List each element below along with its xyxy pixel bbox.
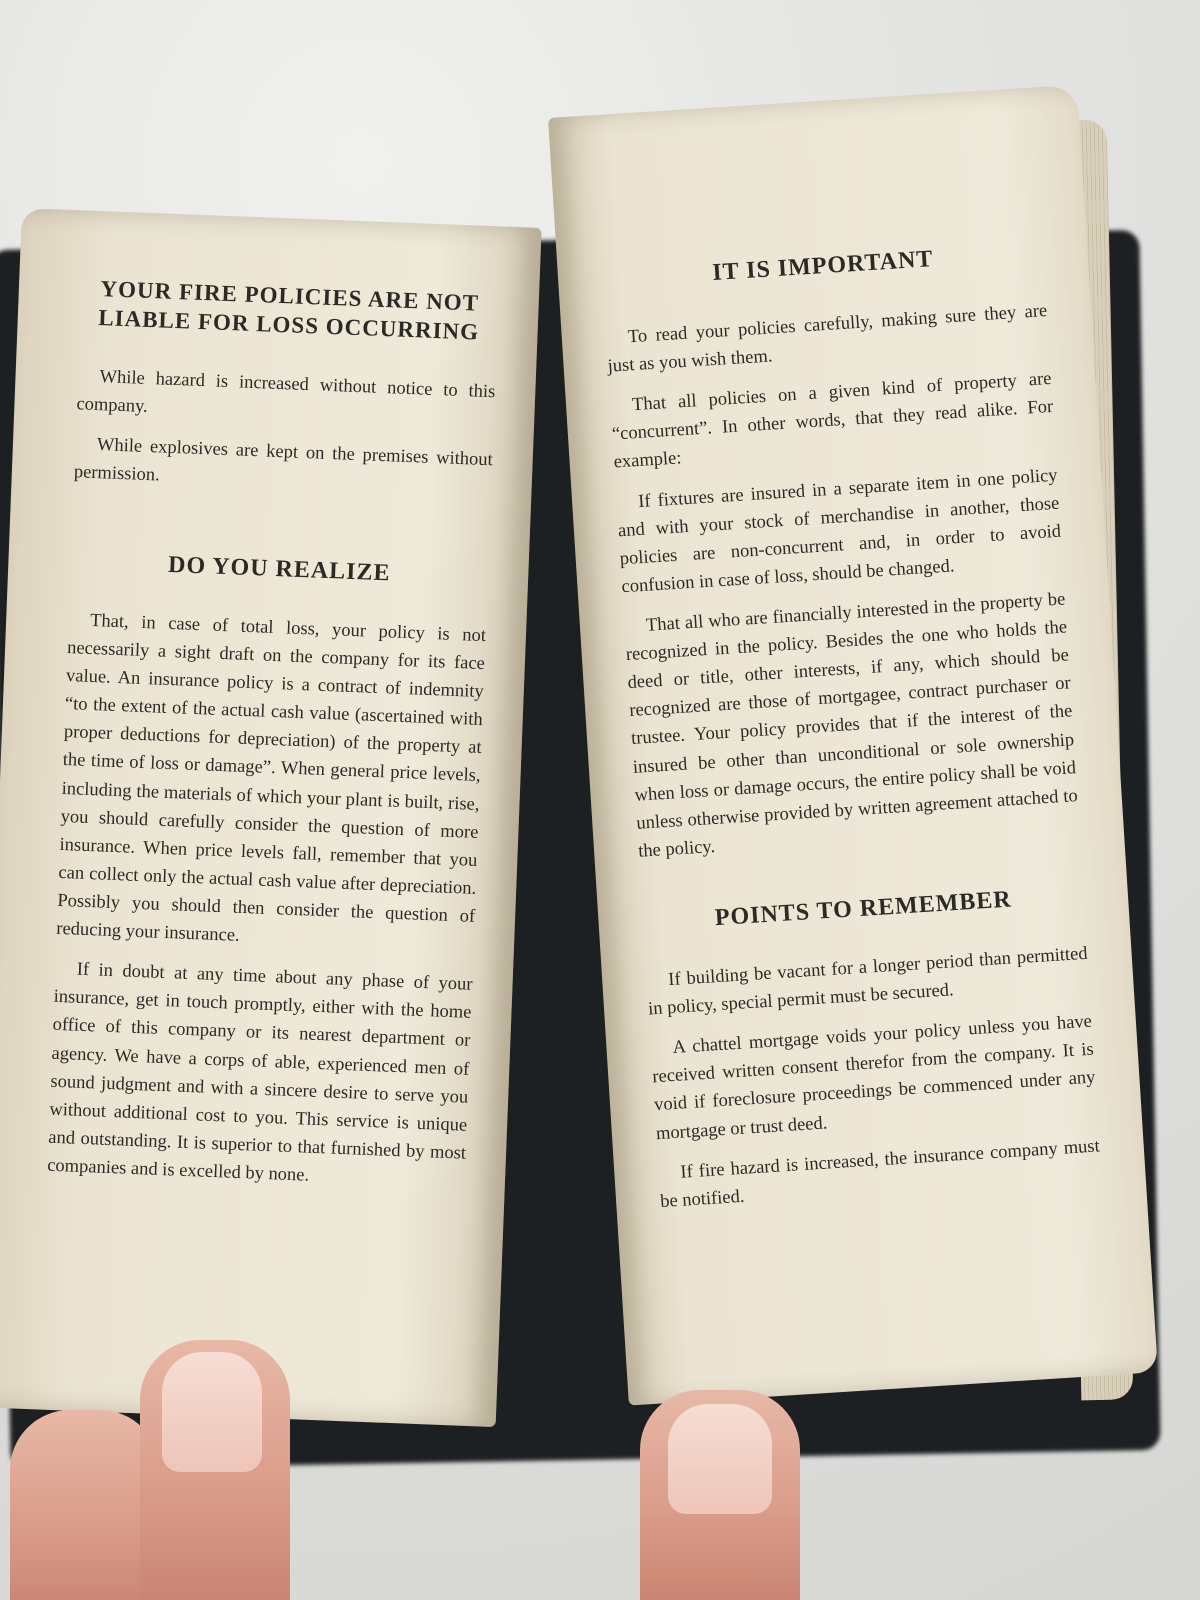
right-paragraph-7: If fire hazard is increased, the insurance company must be notified. [659,1136,1101,1212]
right-paragraph-2: That all policies on a given kind of property are “concurrent”. In other words, that they read alike. For example: [611,369,1054,473]
left-page [0,208,542,1427]
left-paragraph-3: That, in case of total loss, your policy is not necessarily a sight draft on the company for its face value. An insurance policy is a contract of indemnity “to the extent of the actual cash value (ascertained with proper deductions for depreciation) of the property at the time of loss or damage”. When general price levels, including the materials of which your plant is built, rise, you should carefully consider the question of more insurance. When price levels fall, remember that you can collect only the actual cash value after depreciation. Possibly you should then consider the question of reducing your insurance. [55,610,487,947]
right-paragraph-1: To read your policies carefully, making sure they are just as you wish them. [607,301,1048,377]
right-paragraph-3: If fixtures are insured in a separate item in one policy and with your stock of merchandise in another, those policies are non-concurrent and, in order to avoid confusion in case of loss, should be changed. [617,465,1062,598]
left-paragraph-1: While hazard is increased without notice to this company. [76,366,496,417]
right-page [548,85,1158,1406]
left-paragraph-4: If in doubt at any time about any phase of your insurance, get in touch promptly, either with the home office of this company or its nearest department or agency. We have a corps of able, experienced men of sound judgment and with a sincere desire to serve you without additional cost to you. This service is unique and outstanding. It is superior to that furnished by most companies and is excelled by none. [46,959,473,1186]
right-heading-it-is-important: IT IS IMPORTANT [711,246,935,286]
left-heading-do-you-realize: DO YOU REALIZE [167,551,391,587]
right-paragraph-5: If building be vacant for a longer period than permitted in policy, special permit must be secured. [647,943,1089,1020]
right-paragraph-4: That all who are financially interested in the property be recognized in the policy. Besides the one who holds the deed or title, other interests, if any, which should be recognized are those of mortgagee, contract purchaser or trustee. Your policy provides that if the interest of the insured be other than unconditional or sole ownership when loss or damage occurs, the entire policy shall be void unless otherwise provided by written agreement attached to the policy. [625,589,1079,862]
right-heading-points-to-remember: POINTS TO REMEMBER [714,886,1013,932]
right-paragraph-6: A chattel mortgage voids your policy unless you have received written consent therefor from the company. It is void if foreclosure proceedings be commenced under any mortgage or trust deed. [651,1011,1096,1144]
left-paragraph-2: While explosives are kept on the premises without permission. [73,434,494,486]
left-heading-fire-policies: YOUR FIRE POLICIES ARE NOT LIABLE FOR LOSS OCCURRING [97,276,480,345]
